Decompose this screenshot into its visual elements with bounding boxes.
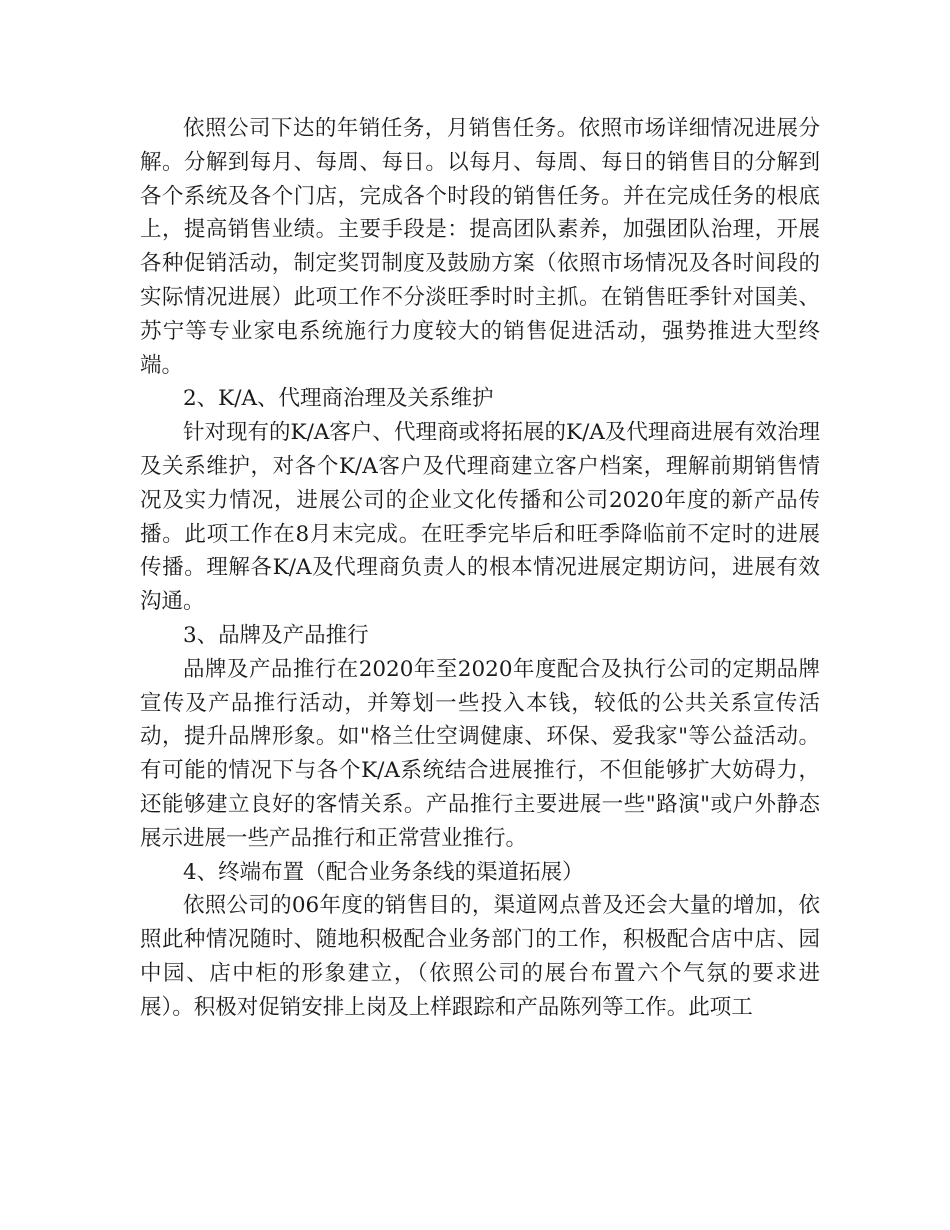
heading-brand-promotion: 3、品牌及产品推行 xyxy=(183,622,369,648)
paragraph-ka-agent-management: 针对现有的K/A客户、代理商或将拓展的K/A及代理商进展有效治理及关系维护，对各个K/A客户及代理商建立客户档案，理解前期销售情况及实力情况，进展公司的企业文化传播和公司2020年度的新产品传播。此项工作在8月末完成。在旺季完毕后和旺季降临前不定时的进展传播。理解各K/A及代理商负责人的根本情况进展定期访问，进展有效沟通。 xyxy=(140,420,820,615)
document-page xyxy=(140,112,820,1025)
paragraph-sales-targets: 依照公司下达的年销任务，月销售任务。依照市场详细情况进展分解。分解到每月、每周、每日。以每月、每周、每日的销售目的分解到各个系统及各个门店，完成各个时段的销售任务。并在完成任务的根底上，提高销售业绩。主要手段是：提高团队素养，加强团队治理，开展各种促销活动，制定奖罚制度及鼓励方案（依照市场情况及各时间段的实际情况进展）此项工作不分淡旺季时时主抓。在销售旺季针对国美、苏宁等专业家电系统施行力度较大的销售促进活动，强势推进大型终端。 xyxy=(140,116,820,378)
heading-terminal-layout: 4、终端布置（配合业务条线的渠道拓展） xyxy=(183,859,584,885)
paragraph-brand-promotion: 品牌及产品推行在2020年至2020年度配合及执行公司的定期品牌宣传及产品推行活动，并筹划一些投入本钱，较低的公共关系宣传活动，提升品牌形象。如"格兰仕空调健康、环保、爱我家"等公益活动。有可能的情况下与各个K/A系统结合进展推行，不但能够扩大妨碍力，还能够建立良好的客情关系。产品推行主要进展一些"路演"或户外静态展示进展一些产品推行和正常营业推行。 xyxy=(140,656,820,851)
heading-ka-agent-management: 2、K/A、代理商治理及关系维护 xyxy=(183,386,494,412)
paragraph-terminal-layout: 依照公司的06年度的销售目的，渠道网点普及还会大量的增加，依照此种情况随时、随地积极配合业务部门的工作，积极配合店中店、园中园、店中柜的形象建立，（依照公司的展台布置六个气氛的要求进展）。积极对促销安排上岗及上样跟踪和产品陈列等工作。此项工 xyxy=(140,893,820,1020)
